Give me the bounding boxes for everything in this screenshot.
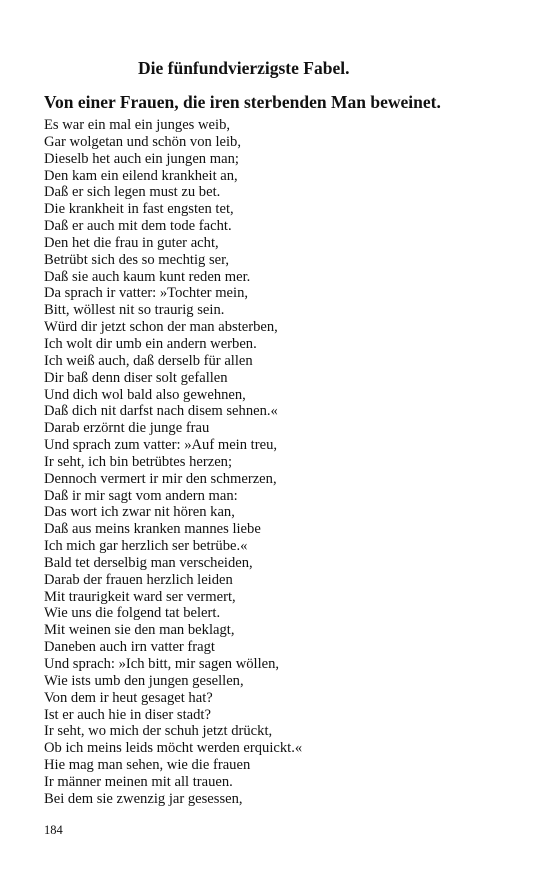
verse-line: Gar wolgetan und schön von leib, xyxy=(44,133,241,150)
verse-line: Darab der frauen herzlich leiden xyxy=(44,571,233,588)
verse-line: Daneben auch irn vatter fragt xyxy=(44,639,215,656)
verse-line: Daß er auch mit dem tode facht. xyxy=(44,218,232,235)
verse-line: Dennoch vermert ir mir den schmerzen, xyxy=(44,470,277,487)
verse-line: Mit weinen sie den man beklagt, xyxy=(44,622,235,639)
verse-line: Würd dir jetzt schon der man absterben, xyxy=(44,319,278,336)
verse-line: Ir seht, ich bin betrübtes herzen; xyxy=(44,453,233,470)
verse-line: Von dem ir heut gesaget hat? xyxy=(44,689,213,706)
verse-line: Die krankheit in fast engsten tet, xyxy=(44,201,234,218)
verse-line: Ir männer meinen mit all trauen. xyxy=(44,773,233,790)
verse-line: Ist er auch hie in diser stadt? xyxy=(44,706,211,723)
verse-line: Wie ists umb den jungen gesellen, xyxy=(44,672,244,689)
verse-line: Ich mich gar herzlich ser betrübe.« xyxy=(44,538,248,555)
verse-line: Daß ir mir sagt vom andern man: xyxy=(44,487,238,504)
verse-line: Mit traurigkeit ward ser vermert, xyxy=(44,588,236,605)
verse-line: Den het die frau in guter acht, xyxy=(44,234,219,251)
verse-line: Daß er sich legen must zu bet. xyxy=(44,184,221,201)
verse-line: Das wort ich zwar nit hören kan, xyxy=(44,504,235,521)
verse-line: Daß dich nit darfst nach disem sehnen.« xyxy=(44,403,278,420)
verse-line: Und dich wol bald also gewehnen, xyxy=(44,386,246,403)
verse-line: Wie uns die folgend tat belert. xyxy=(44,605,221,622)
verse-line: Und sprach: »Ich bitt, mir sagen wöllen, xyxy=(44,656,280,672)
fable-title: Die fünfundvierzigste Fabel. xyxy=(138,58,350,78)
verse-line: Dir baß denn diser solt gefallen xyxy=(44,369,228,386)
verse-line: Bei dem sie zwenzig jar gesessen, xyxy=(44,790,243,807)
verse-line: Ob ich meins leids möcht werden erquickt.« xyxy=(44,740,303,757)
verse-line: Daß aus meins kranken mannes liebe xyxy=(44,521,261,538)
verse-line: Ich wolt dir umb ein andern werben. xyxy=(44,335,257,352)
page-number: 184 xyxy=(44,823,63,837)
verse-line: Betrübt sich des so mechtig ser, xyxy=(44,251,230,268)
verse-list xyxy=(44,117,302,808)
verse-line: Es war ein mal ein junges weib, xyxy=(44,117,231,133)
verse-line: Daß sie auch kaum kunt reden mer. xyxy=(44,268,251,285)
verse-line: Ir seht, wo mich der schuh jetzt drückt, xyxy=(44,723,273,740)
verse-line: Da sprach ir vatter: »Tochter mein, xyxy=(44,285,249,302)
verse-line: Dieselb het auch ein jungen man; xyxy=(44,150,239,167)
verse-line: Und sprach zum vatter: »Auf mein treu, xyxy=(44,437,278,454)
verse-line: Ich weiß auch, daß derselb für allen xyxy=(44,352,253,369)
verse-line: Hie mag man sehen, wie die frauen xyxy=(44,757,251,774)
verse-line: Darab erzörnt die junge frau xyxy=(44,420,210,437)
verse-line: Bitt, wöllest nit so traurig sein. xyxy=(44,302,225,319)
verse-line: Bald tet derselbig man verscheiden, xyxy=(44,554,253,571)
fable-subtitle: Von einer Frauen, die iren sterbenden Man beweinet. xyxy=(44,92,441,112)
verse-line: Den kam ein eilend krankheit an, xyxy=(44,167,238,184)
